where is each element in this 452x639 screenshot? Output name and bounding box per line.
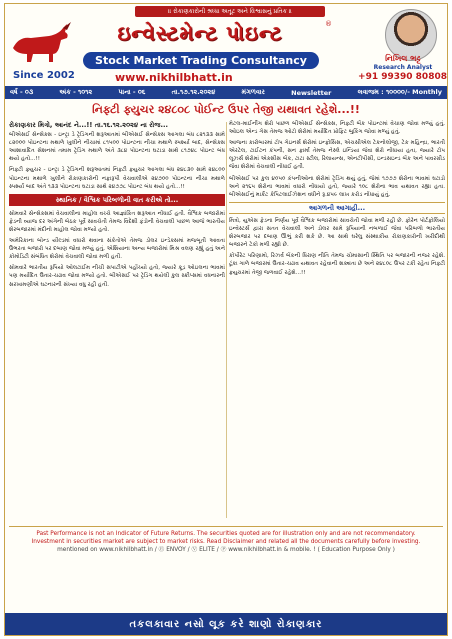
gainers-paragraph: આજના કારોબારમાં ટોપ ગેઇનર્સ શેરોમાં ઇન્ફોસિસ, એચસીએલ ટેકનોલોજી, ટેક મહિન્દ્રા, ભારતી એરટેલ, ટાઈટન કંપની, સન ફાર્મા તેમજ નેસ્લે ઇન્ડિયા જેવા શેરો નોંધાયા હતા, જ્યારે ટોપ લૂઝર્સ શેરોમાં એક્સીસ બેંક, ટાટા સ્ટીલ, રિલાયન્સ, એનટીપીસી, ઇન્ડસઇન્ડ બેંક અને પાવરગ્રીડ જેવા શેરોમાં વેચવાલી નોંધાઈ હતી. [229, 140, 445, 171]
factors-paragraph-1: સોમવારે સેન્સેક્સમાં વેચવાલીના માહોલ વચ્ચે આજ્ઞાંકિત શરૂઆત નોંધાઈ હતી. વૈશ્વિક બજારોમાં ફેડની વ્યાજ દર અંગેની બેઠક પૂર્વે સાવચેતી તેમજ વિદેશી ફંડોની વેચવાલી પાછળ આજે ભારતીય શેરબજારમાં મંદીનો માહોલ જોવા મળ્યો હતો. [9, 210, 225, 233]
issue-fee: લવાજમ : ૧૦૦૦૦/- Monthly [357, 88, 442, 96]
issue-date: તા.૧૭.૧૨.૨૦૨૪ [171, 88, 216, 96]
brand-title: ઇન્વેસ્ટમેન્ટ પોઇન્ટ [117, 21, 283, 45]
disclaimer [9, 526, 443, 598]
issue-info-bar [5, 86, 447, 99]
stock-market-banner: Stock Market Trading Consultancy [83, 52, 319, 69]
issue-day: મંગળવાર [241, 88, 265, 96]
factors-section-bar: સ્થાનિક / વૈશ્વિક પરિબળોની વાત કરીએ તો... [9, 194, 225, 206]
factors-paragraph-3: સોમવારે ભારતીય રૂપિયો ઓલટાઈમ નીચી સપાટીએ પહોંચ્યો હતો, જ્યારે ક્રૂડ ઓઇલના ભાવમાં પણ મર્યાદિત ઉતાર-ચઢાવ જોવા મળ્યો હતો. બીએસઈ પર ટ્રેડિંગ થયેલી કુલ સ્ક્રીપ્સમાં વધનારની સરખામણીએ ઘટનારની સંખ્યા વધુ રહી હતી. [9, 265, 225, 288]
analyst-name: નિખિલ ભટ્ટ [385, 54, 421, 63]
issue-newsletter: Newsletter [291, 88, 332, 97]
since-label: Since 2002 [13, 70, 75, 81]
outlook-paragraph-1: મિત્રો, યુએસ ફેડના નિર્ણય પૂર્વે વૈશ્વિક બજારોમાં સાવચેતી જોવા મળી રહી છે. ફોરેન પોર્ટફોલિયો ઇન્વેસ્ટર્સ દ્વારા સતત વેચવાલી અને ડોલર સામે રૂપિયાની નબળાઈ જેવા પરિબળો ભારતીય શેરબજાર પર દબાણ ઊભું કરી શકે છે. આ સાથે ઘરેલુ સંસ્થાકીય રોકાણકારોની ખરીદીથી બજારને ટેકો મળી રહ્યો છે. [229, 217, 445, 249]
outlook-paragraph-2: કોર્પોરેટ પરિણામો, રિઝર્વ બેંકની ધિરાણ નીતિ તેમજ ચોમાસાની સ્થિતિ પર બજારની નજર રહેશે. ટૂંકા ગાળે બજારમાં ઉતાર-ચઢાવ યથાવત રહેવાની શક્યતા છે અને ૨૪૮૦૮ ઉપર ટકી રહેતા નિફ્ટી ફ્યુચરમાં તેજી જળવાઈ રહેશે...!! [229, 253, 445, 276]
disclaimer-line-3: mentioned on www.nikhilbhatt.in / Ⓔ ENVOY / Ⓥ ELITE / Ⓟ www.nikhilbhatt.in & mobile. ! ( Education Purpose Only ) [57, 547, 395, 554]
right-column [229, 120, 445, 522]
tagline-banner: ॥ રોકાણકારોની શ્રધ્ધા અતૂટ અને વિશ્વાસનું પ્રતિક ॥ [135, 6, 325, 17]
newsletter-page [4, 3, 448, 636]
main-headline: નિફ્ટી ફ્યુચર ૨૪૮૦૮ પોઈન્ટ ઉપર તેજી યથાવત રહેશે...!! [92, 103, 360, 116]
sensex-paragraph: બીએસઈ સેન્સેક્સ - ઇન્ટ્રા ડે ટ્રેડિંગની શરૂઆતમાં બીએસઈ સેન્સેક્સ આગલા બંધ ૮૨૧૩૩ સામે ૮૨૦૦૦ પોઇન્ટના મથાળે ખુલીને નીચામાં ૮૧૫૦૦ પોઇન્ટના નીચા મથાળે સ્પર્શ્યા બાદ, સેન્સેક્સ આશાવાદિત સેશનમાં તમામ ટ્રેડિંગ મથાળે અંતે ૩૮૪ પોઇન્ટના ઘટાડા સાથે ૮૧૭૪૮ પોઇન્ટ બંધ થયો હતો...!! [9, 132, 225, 163]
issue-year: વર્ષ - ૦૩ [10, 88, 34, 96]
greeting: રોકાણકાર મિત્રો, આનંદ ને...!! તા.૧૬.૧૨.૨૦૨૪ ના રોજ... [9, 121, 168, 129]
phone-number[interactable]: +91 99390 80808 [358, 72, 447, 82]
column-divider [226, 122, 227, 518]
outlook-heading: આગળની આગાહી... [229, 202, 445, 214]
disclaimer-line-2: Investment in securities market are subject to market risks. Read Disclaimer and related all the documents carefully before investing. [31, 539, 421, 546]
bull-icon [9, 18, 73, 66]
registered-mark: ® [325, 20, 332, 28]
footer-banner: તકલકાવાર નસો લૂક કરે શાણો રોકાણકાર [5, 613, 447, 636]
left-column [9, 120, 225, 522]
issue-pages: પાના - ૦૬ [118, 88, 146, 96]
factors-paragraph-2: અમેરિકાના બોન્ડ યીલ્ડમાં વધારો થવાના સંકેતોએ તેમજ ડોલર ઇન્ડેક્સમાં મજબૂતી આવતા ઉભરતા બજારો પર દબાણ જોવા મળ્યું હતું. એશિયાના અન્ય બજારોમાં મિશ્ર વલણ રહ્યું હતું અને કોમોડિટી સંબંધિત શેરોમાં વેચવાલી જોવા મળી હતી. [9, 238, 225, 261]
sector-paragraph: મેટલ-માઈનીંગ શેરો પાછળ બીએસઈ સેન્સેક્સ, નિફ્ટી બેંક પોઇન્ટમાં વેચાણ જોવા મળ્યું હતું. ઓઇલ એન્ડ ગેસ તેમજ ઓટો શેરોમાં મર્યાદિત પ્રોફિટ બુકિંગ જોવા મળ્યું હતું. [229, 121, 445, 136]
issue-number: અંક - ૧૦૧૨ [59, 88, 93, 96]
analyst-role: Research Analyst [373, 64, 433, 71]
nifty-paragraph: નિફ્ટી ફ્યુચર - ઇન્ટ્રા ડે ટ્રેડિંગની શરૂઆતમાં નિફ્ટી ફ્યુચર આગલા બંધ ૨૪૮૩૦ સામે ૨૪૮૦૦ પોઇન્ટના મથાળે ખુલીને રોકાણકારોની નફારૂપી વેચવાલીએ ૨૪૭૦૦ પોઇન્ટના નીચા મથાળે સ્પર્શ્યા બાદ અંતે ૧૩૩ પોઇન્ટના ઘટાડા સાથે ૨૪૭૭૮ પોઇન્ટ બંધ થયો હતો...!! [9, 167, 225, 190]
disclaimer-line-1: Past Performance is not an Indicator of Future Returns. The securities quoted are for illustration only and are not recommendatory. [36, 531, 416, 537]
breadth-paragraph: બીએસઈ પર કુલ ૪૦૫૦ કંપનીઓના શેરોમાં ટ્રેડિંગ થયું હતું, જેમાં ૧૭૭૭ શેરોના ભાવમાં ઘટાડો અને ૨૧૬૫ શેરોના ભાવમાં વધારો નોંધાયો હતો, જ્યારે ૧૦૮ શેરોના ભાવ યથાવત રહ્યા હતા. બીએસઈનું માર્કેટ કેપિટલાઈઝેશન વધીને રૂ.૪૫૯ લાખ કરોડ નોંધાયું હતું. [229, 175, 445, 198]
website-link[interactable]: www.nikhilbhatt.in [115, 71, 233, 84]
